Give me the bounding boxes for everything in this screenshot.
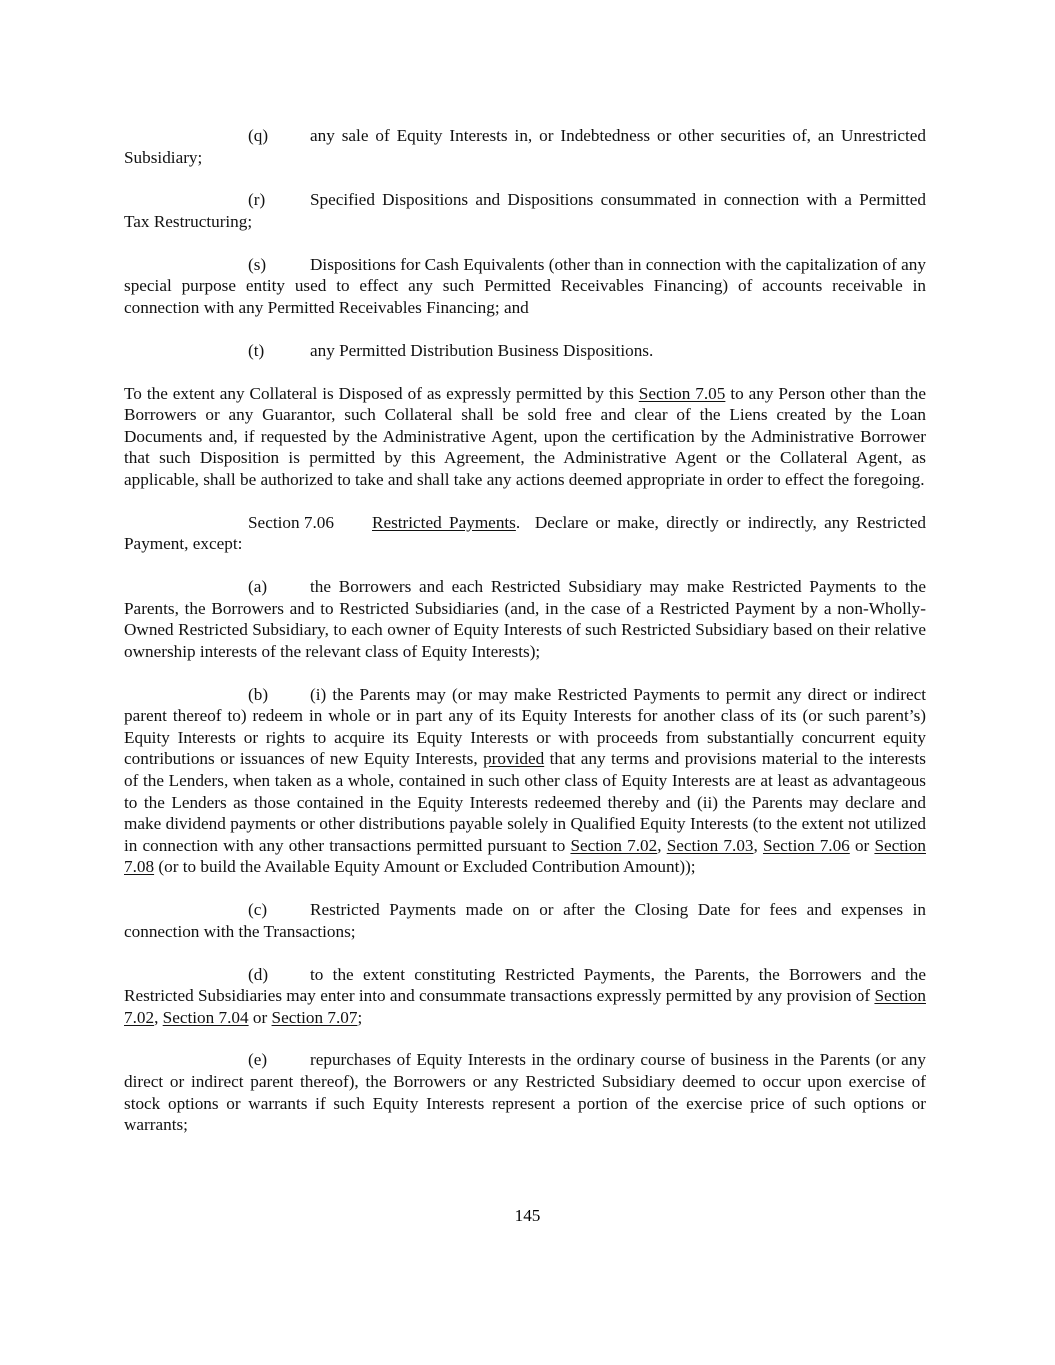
section-reference: Section 7.06 xyxy=(762,835,850,855)
clause-text: Restricted Payments made on or after the Closing Date for fees and expenses in connection with the Transactions; xyxy=(124,900,926,941)
clause-text: (i) the Parents may (or may make Restricted Payments to permit any direct or indirect parent thereof to) redeem in whole or in part any of its Equity Interests for another class of its (or such parent’s) Equity Interests or rights to acquire its Equity Interests or with proceeds from substantially concurrent equity contributions or issuances of new Equity Interests, xyxy=(124,684,926,769)
clause-label: (b) xyxy=(248,684,269,704)
clause-label: (s) xyxy=(248,254,267,274)
page-number: 145 xyxy=(514,1206,541,1225)
clause-label: (e) xyxy=(248,1050,268,1070)
separator: , xyxy=(657,835,667,855)
clause-b xyxy=(124,684,926,878)
clause-label: (d) xyxy=(248,964,269,984)
section-reference: Section 7.02 xyxy=(570,835,658,855)
separator: or xyxy=(248,1007,272,1027)
section-reference: Section 7.03 xyxy=(666,835,754,855)
separator: or xyxy=(849,835,875,855)
collateral-paragraph xyxy=(124,383,926,491)
text: To the extent any Collateral is Disposed of as expressly permitted by this xyxy=(124,383,639,403)
clause-text: ; xyxy=(357,1007,363,1027)
clause-c xyxy=(124,899,926,942)
clause-text: to the extent constituting Restricted Payments, the Parents, the Borrowers and the Restricted Subsidiaries may enter into and consummate transactions expressly permitted by any provision of xyxy=(124,964,926,1006)
separator: , xyxy=(753,835,763,855)
clause-s xyxy=(124,254,926,319)
section-7-06 xyxy=(124,512,931,555)
clause-text: that any terms and provisions material to the interests of the Lenders, when taken as a whole, contained in such other class of Equity Interests are at least as advantageous to the Lenders as those contained in the Equity Interests redeemed thereby and (ii) the Parents may declare and make dividend payments or other distributions payable solely in Qualified Equity Interests (to the extent not utilized in connection with any other transactions permitted pursuant to xyxy=(124,749,926,855)
provided-term: provided xyxy=(483,749,545,769)
clause-text: Dispositions for Cash Equivalents (other than in connection with the capitalization of any special purpose entity used to effect any such Permitted Receivables Financing) of accounts receivable in connection with any Permitted Receivables Financing; and xyxy=(124,254,926,317)
clause-text: any sale of Equity Interests in, or Indebtedness or other securities of, an Unrestricted Subsidiary; xyxy=(124,126,926,167)
text: to any Person other than the Borrowers or any Guarantor, such Collateral shall be sold free and clear of the Liens created by the Loan Documents and, if requested by the Administrative Agent, upon the certification by the Administrative Borrower that such Disposition is permitted by this Agreement, the Administrative Agent or the Collateral Agent, as applicable, shall be authorized to take and shall take any actions deemed appropriate in order to effect the foregoing. xyxy=(124,383,926,489)
clause-r xyxy=(124,189,926,232)
clause-label: (r) xyxy=(248,190,266,210)
section-title: Restricted Payments xyxy=(372,512,516,532)
clause-e xyxy=(124,1049,926,1135)
separator: , xyxy=(154,1007,163,1027)
clause-text: the Borrowers and each Restricted Subsidiary may make Restricted Payments to the Parents, the Borrowers and to Restricted Subsidiaries (and, in the case of a Restricted Payment by a non-Wholly-Owned Restricted Subsidiary, to each owner of Equity Interests of such Restricted Subsidiary based on their relative ownership interests of the relevant class of Equity Interests); xyxy=(124,577,926,661)
section-reference: Section 7.02 xyxy=(124,986,926,1027)
clause-label: (a) xyxy=(248,577,268,597)
section-reference: Section 7.07 xyxy=(271,1007,358,1027)
text: . Declare or make, directly or indirectly, any Restricted Payment, except: xyxy=(124,512,931,554)
clause-label: (t) xyxy=(248,340,265,360)
clause-text: (or to build the Available Equity Amount or Excluded Contribution Amount)); xyxy=(154,857,696,877)
section-reference: Section 7.08 xyxy=(124,835,926,877)
section-number: Section 7.06 xyxy=(248,512,334,532)
clause-t xyxy=(124,340,926,362)
clause-text: repurchases of Equity Interests in the ordinary course of business in the Parents (or any direct or indirect parent thereof), the Borrowers or any Restricted Subsidiary deemed to occur upon exercise of stock options or warrants if such Equity Interests represent a portion of the exercise price of such options or warrants; xyxy=(124,1050,926,1135)
clause-q xyxy=(124,125,926,168)
clause-label: (c) xyxy=(248,900,268,920)
clause-a xyxy=(124,576,926,662)
clause-d xyxy=(124,964,926,1029)
section-reference: Section 7.05 xyxy=(638,383,726,403)
clause-text: any Permitted Distribution Business Dispositions. xyxy=(310,340,654,360)
clause-label: (q) xyxy=(248,126,269,145)
section-reference: Section 7.04 xyxy=(162,1007,249,1027)
document-page xyxy=(124,125,931,1157)
clause-text: Specified Dispositions and Dispositions consummated in connection with a Permitted Tax Restructuring; xyxy=(124,190,926,231)
